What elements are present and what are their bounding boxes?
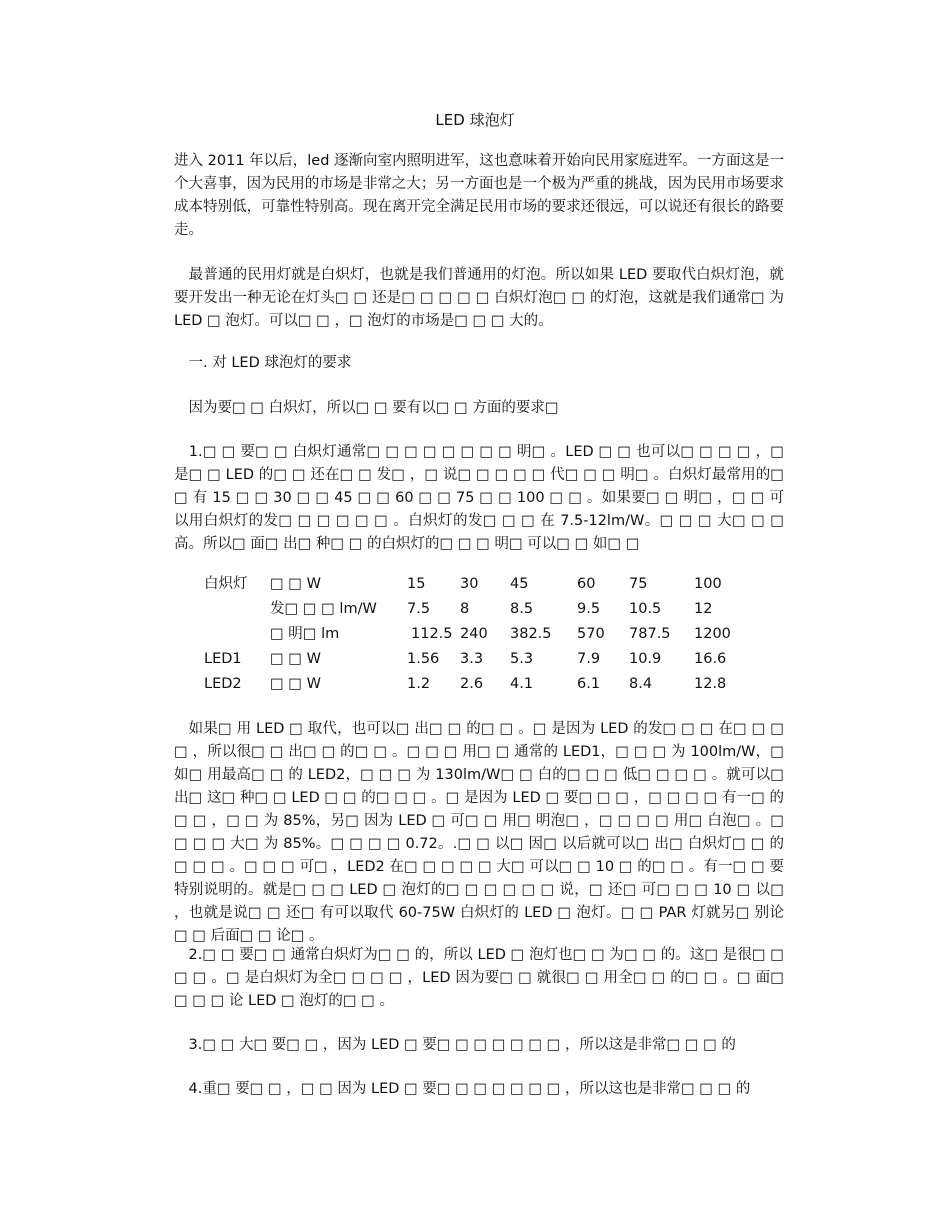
- table-row: [174, 672, 784, 697]
- table-cell: 7.5: [407, 601, 431, 617]
- paragraph-requirement-4: 4.重□ 要□ □ ，□ □ 因为 LED □ 要□ □ □ □ □ □ □ ，所以这也是非常□ □ □ 的: [174, 1081, 751, 1097]
- table-cell: 15: [407, 576, 426, 592]
- table-cell: 12: [694, 601, 713, 617]
- table-row: [174, 597, 784, 622]
- table-cell: 2.6: [460, 676, 484, 692]
- table-cell: 75: [629, 576, 648, 592]
- section-heading: 一. 对 LED 球泡灯的要求: [174, 355, 352, 371]
- table-row: [174, 622, 784, 647]
- table-cell: 45: [510, 576, 529, 592]
- table-cell: 16.6: [694, 651, 727, 667]
- paragraph-intro: 进入 2011 年以后，led 逐渐向室内照明进军，这也意味着开始向民用家庭进军。一方面这是一个大喜事，因为民用的市场是非常之大；另一方面也是一个极为严重的挑战，因为民用市场要求成本特别低，可靠性特别高。现在离开完全满足民用市场的要求还很远，可以说还有很长的路要走。: [174, 153, 784, 238]
- table-cell: 8.5: [510, 601, 534, 617]
- table-row: [174, 572, 784, 597]
- paragraph-bulb-market: 最普通的民用灯就是白炽灯，也就是我们普通用的灯泡。所以如果 LED 要取代白炽灯泡，就要开发出一种无论在灯头□ □ 还是□ □ □ □ □ 白炽灯泡□ □ 的灯泡，这就是我们通常□ 为 LED □ 泡灯。可以□ □ ，□ 泡灯的市场是□ □ □ 大的。: [174, 267, 784, 329]
- table-cell: 100: [694, 576, 722, 592]
- table-row: [174, 647, 784, 672]
- table-cell: 112.5: [411, 626, 453, 642]
- table-cell: 12.8: [694, 676, 727, 692]
- table-cell: 1200: [694, 626, 731, 642]
- table-cell: 6.1: [577, 676, 601, 692]
- table-cell: 1.2: [407, 676, 431, 692]
- paragraph-requirement-3: 3.□ □ 大□ 要□ □ ，因为 LED □ 要□ □ □ □ □ □ □ ，所以这是非常□ □ □ 的: [174, 1037, 736, 1053]
- page-title: LED 球泡灯: [435, 111, 515, 129]
- table-cell: 30: [460, 576, 479, 592]
- paragraph-requirement-2: 2.□ □ 要□ □ 通常白炽灯为□ □ 的，所以 LED □ 泡灯也□ □ 为□ □ 的。这□ 是很□ □ □ □ 。□ 是白炽灯为全□ □ □ □ ，LED 因为要□ □ 就很□ □ 用全□ □ 的□ □ 。□ 面□ □ □ □ 论 LED □ 泡灯的□ □ 。: [174, 947, 784, 1009]
- paragraph-requirements-intro: 因为要□ □ 白炽灯，所以□ □ 要有以□ □ 方面的要求□: [174, 400, 559, 416]
- table-cell: 3.3: [460, 651, 484, 667]
- table-cell: 382.5: [510, 626, 552, 642]
- table-cell: □ □ W: [270, 676, 321, 692]
- table-cell: 发□ □ □ lm/W: [270, 601, 377, 617]
- table-cell: □ □ W: [270, 651, 321, 667]
- table-cell: □ 明□ lm: [270, 626, 340, 642]
- table-cell: 9.5: [577, 601, 601, 617]
- table-cell: 7.9: [577, 651, 601, 667]
- paragraph-requirement-1: 1.□ □ 要□ □ 白炽灯通常□ □ □ □ □ □ □ □ 明□ 。LED □ □ 也可以□ □ □ □ ，□ 是□ □ LED 的□ □ 还在□ □ 发□ ，□ 说□ □ □ □ □ 代□ □ □ 明□ 。白炽灯最常用的□ □ 有 15 □ □ 30 □ □ 45 □ □ 60 □ □ 75 □ □ 100 □ □ 。如果要□ □ 明□ ，□ □ 可以用白炽灯的发□ □ □ □ □ □ 。白炽灯的发□ □ □ 在 7.5-12lm/W。□ □ □ 大□ □ □ 高。所以□ 面□ 出□ 种□ □ 的白炽灯的□ □ □ 明□ 可以□ □ 如□ □: [174, 444, 784, 552]
- table-cell: 8.4: [629, 676, 653, 692]
- table-cell: 白炽灯: [204, 576, 248, 592]
- table-cell: LED2: [204, 676, 242, 692]
- table-cell: 10.5: [629, 601, 662, 617]
- table-cell: 4.1: [510, 676, 534, 692]
- table-cell: LED1: [204, 651, 242, 667]
- table-cell: 5.3: [510, 651, 534, 667]
- table-cell: 60: [577, 576, 596, 592]
- table-cell: 240: [460, 626, 488, 642]
- table-cell: 787.5: [629, 626, 671, 642]
- table-cell: 8: [460, 601, 470, 617]
- table-cell: 570: [577, 626, 605, 642]
- table-cell: □ □ W: [270, 576, 321, 592]
- table-cell: 1.56: [407, 651, 440, 667]
- paragraph-led-comparison: 如果□ 用 LED □ 取代，也可以□ 出□ □ 的□ □ 。□ 是因为 LED 的发□ □ □ 在□ □ □ □ ，所以很□ □ 出□ □ 的□ □ 。□ □ □ 用□ □ 通常的 LED1，□ □ □ 为 100lm/W，□ 如□ 用最高□ □ 的 LED2，□ □ □ 为 130lm/W□ □ 白的□ □ □ 低□ □ □ □ 。就可以□ 出□ 这□ 种□ □ LED □ □ 的□ □ □ 。□ 是因为 LED □ 要□ □ □ ，□ □ □ □ 有一□ 的□ □ ，□ □ 为 85%，另□ 因为 LED □ 可□ □ 用□ 明泡□ ，□ □ □ □ 用□ 白泡□ 。□ □ □ □ 大□ 为 85%。□ □ □ □ 0.72。.□ □ 以□ 因□ 以后就可以□ 出□ 白炽灯□ □ 的□ □ □ 。□ □ □ 可□ ，LED2 在□ □ □ □ □ 大□ 可以□ □ 10 □ 的□ □ 。有一□ □ 要特别说明的。就是□ □ □ LED □ 泡灯的□ □ □ □ □ □ 说，□ 还□ 可□ □ □ 10 □ 以□ ，也就是说□ □ 还□ 有可以取代 60-75W 白炽灯的 LED □ 泡灯。□ □ PAR 灯就另□ 别论□ □ 后面□ □ 论□ 。: [174, 721, 784, 944]
- table-cell: 10.9: [629, 651, 662, 667]
